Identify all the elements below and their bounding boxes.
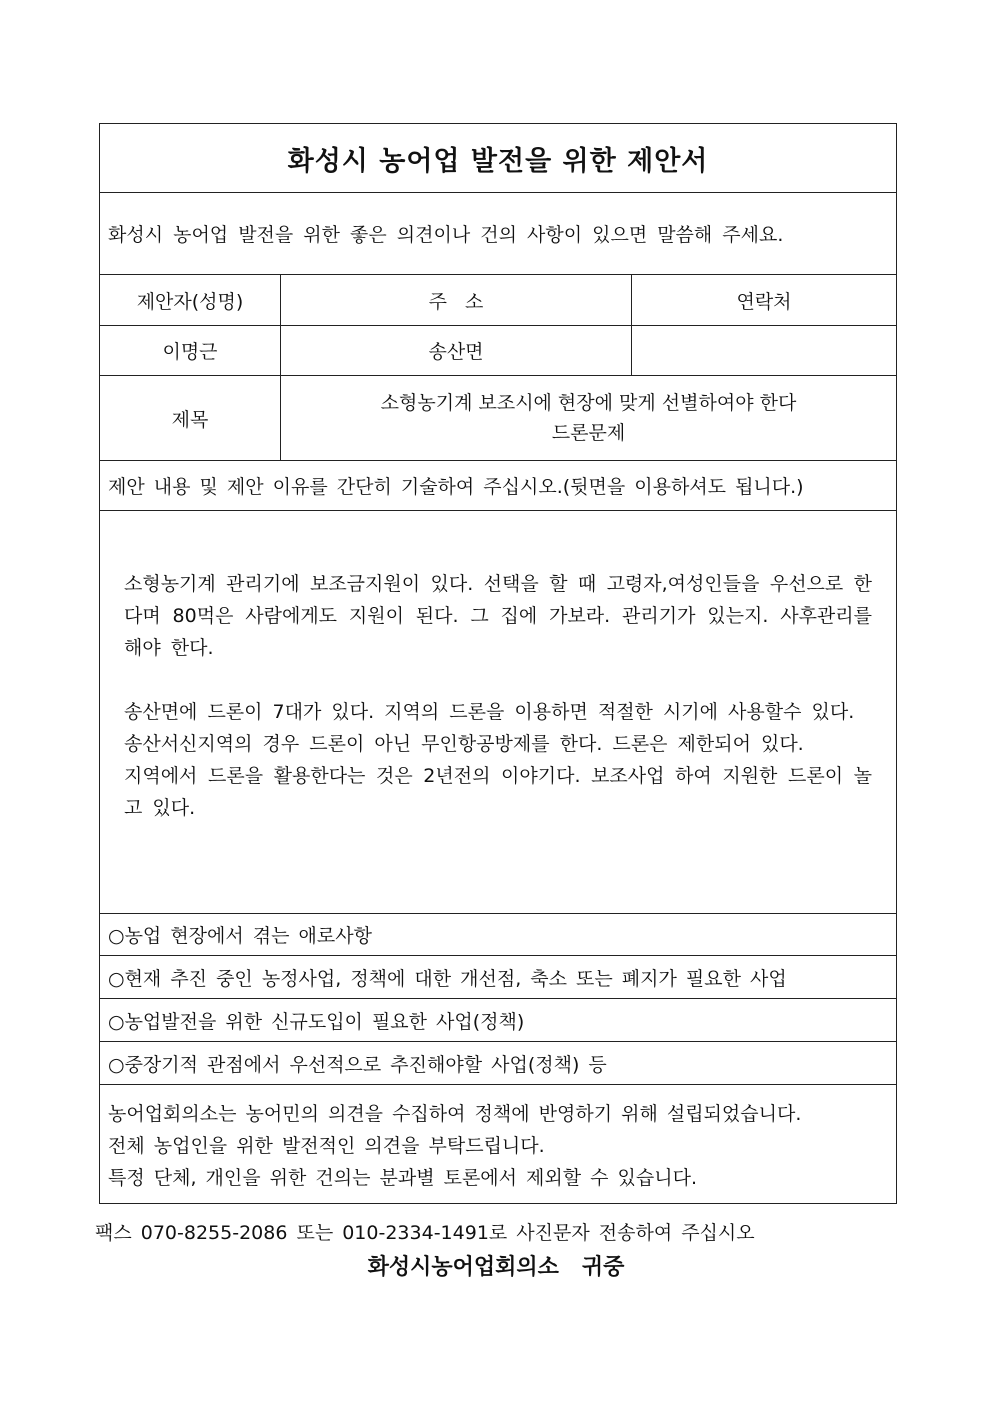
subject-field[interactable] <box>281 376 896 460</box>
checklist-item: ○현재 추진 중인 농정사업, 정책에 대한 개선점, 축소 또는 폐지가 필요한 사업 <box>100 955 896 998</box>
subject-row <box>100 375 896 460</box>
body-paragraph: 지역에서 드론을 활용한다는 것은 2년전의 이야기다. 보조사업 하여 지원한 드론이 놀고 있다. <box>124 765 872 819</box>
subject-label: 제목 <box>100 376 281 460</box>
body-paragraph: 소형농기계 관리기에 보조금지원이 있다. 선택을 할 때 고령자,여성인들을 우선으로 한다며 80먹은 사람에게도 지원이 된다. 그 집에 가보라. 관리기가 있는지. 사후관리를 해야 한다. <box>124 573 872 659</box>
address-field[interactable]: 송산면 <box>281 326 632 375</box>
body-paragraph: 송산면에 드론이 7대가 있다. 지역의 드론을 이용하면 적절한 시기에 사용할수 있다. <box>124 701 855 723</box>
form-title: 화성시 농어업 발전을 위한 제안서 <box>287 145 709 177</box>
address-header: 주 소 <box>281 275 632 325</box>
proposal-body[interactable] <box>100 510 896 913</box>
checklist-item: ○농업 현장에서 겪는 애로사항 <box>100 913 896 955</box>
guide-text: 제안 내용 및 제안 이유를 간단히 기술하여 주십시오.(뒷면을 이용하셔도 됩니다.) <box>100 460 896 510</box>
proposer-name-field[interactable]: 이명근 <box>100 326 281 375</box>
subject-line: 소형농기계 보조시에 현장에 맞게 선별하여야 한다 <box>380 392 797 414</box>
proposer-row <box>100 325 896 375</box>
notice-box <box>100 1084 896 1203</box>
header-row <box>100 274 896 325</box>
proposer-header: 제안자(성명) <box>100 275 281 325</box>
body-paragraph: 송산서신지역의 경우 드론이 아닌 무인항공방제를 한다. 드론은 제한되어 있다. <box>124 733 804 755</box>
addressee: 화성시농어업회의소 귀중 <box>367 1255 625 1280</box>
proposal-form <box>99 123 897 1204</box>
checklist-item: ○중장기적 관점에서 우선적으로 추진해야할 사업(정책) 등 <box>100 1041 896 1084</box>
fax-instruction: 팩스 070-8255-2086 또는 010-2334-1491로 사진문자 전송하여 주십시오 <box>95 1222 755 1244</box>
contact-field[interactable] <box>632 326 896 375</box>
checklist-item: ○농업발전을 위한 신규도입이 필요한 사업(정책) <box>100 998 896 1041</box>
notice-line: 특정 단체, 개인을 위한 건의는 분과별 토론에서 제외할 수 있습니다. <box>108 1167 697 1189</box>
form-intro: 화성시 농어업 발전을 위한 좋은 의견이나 건의 사항이 있으면 말씀해 주세요. <box>100 192 896 274</box>
subject-line: 드론문제 <box>551 422 626 444</box>
contact-header: 연락처 <box>736 290 792 313</box>
notice-line: 전체 농업인을 위한 발전적인 의견을 부탁드립니다. <box>108 1135 545 1157</box>
notice-line: 농어업회의소는 농어민의 의견을 수집하여 정책에 반영하기 위해 설립되었습니다. <box>108 1103 802 1125</box>
